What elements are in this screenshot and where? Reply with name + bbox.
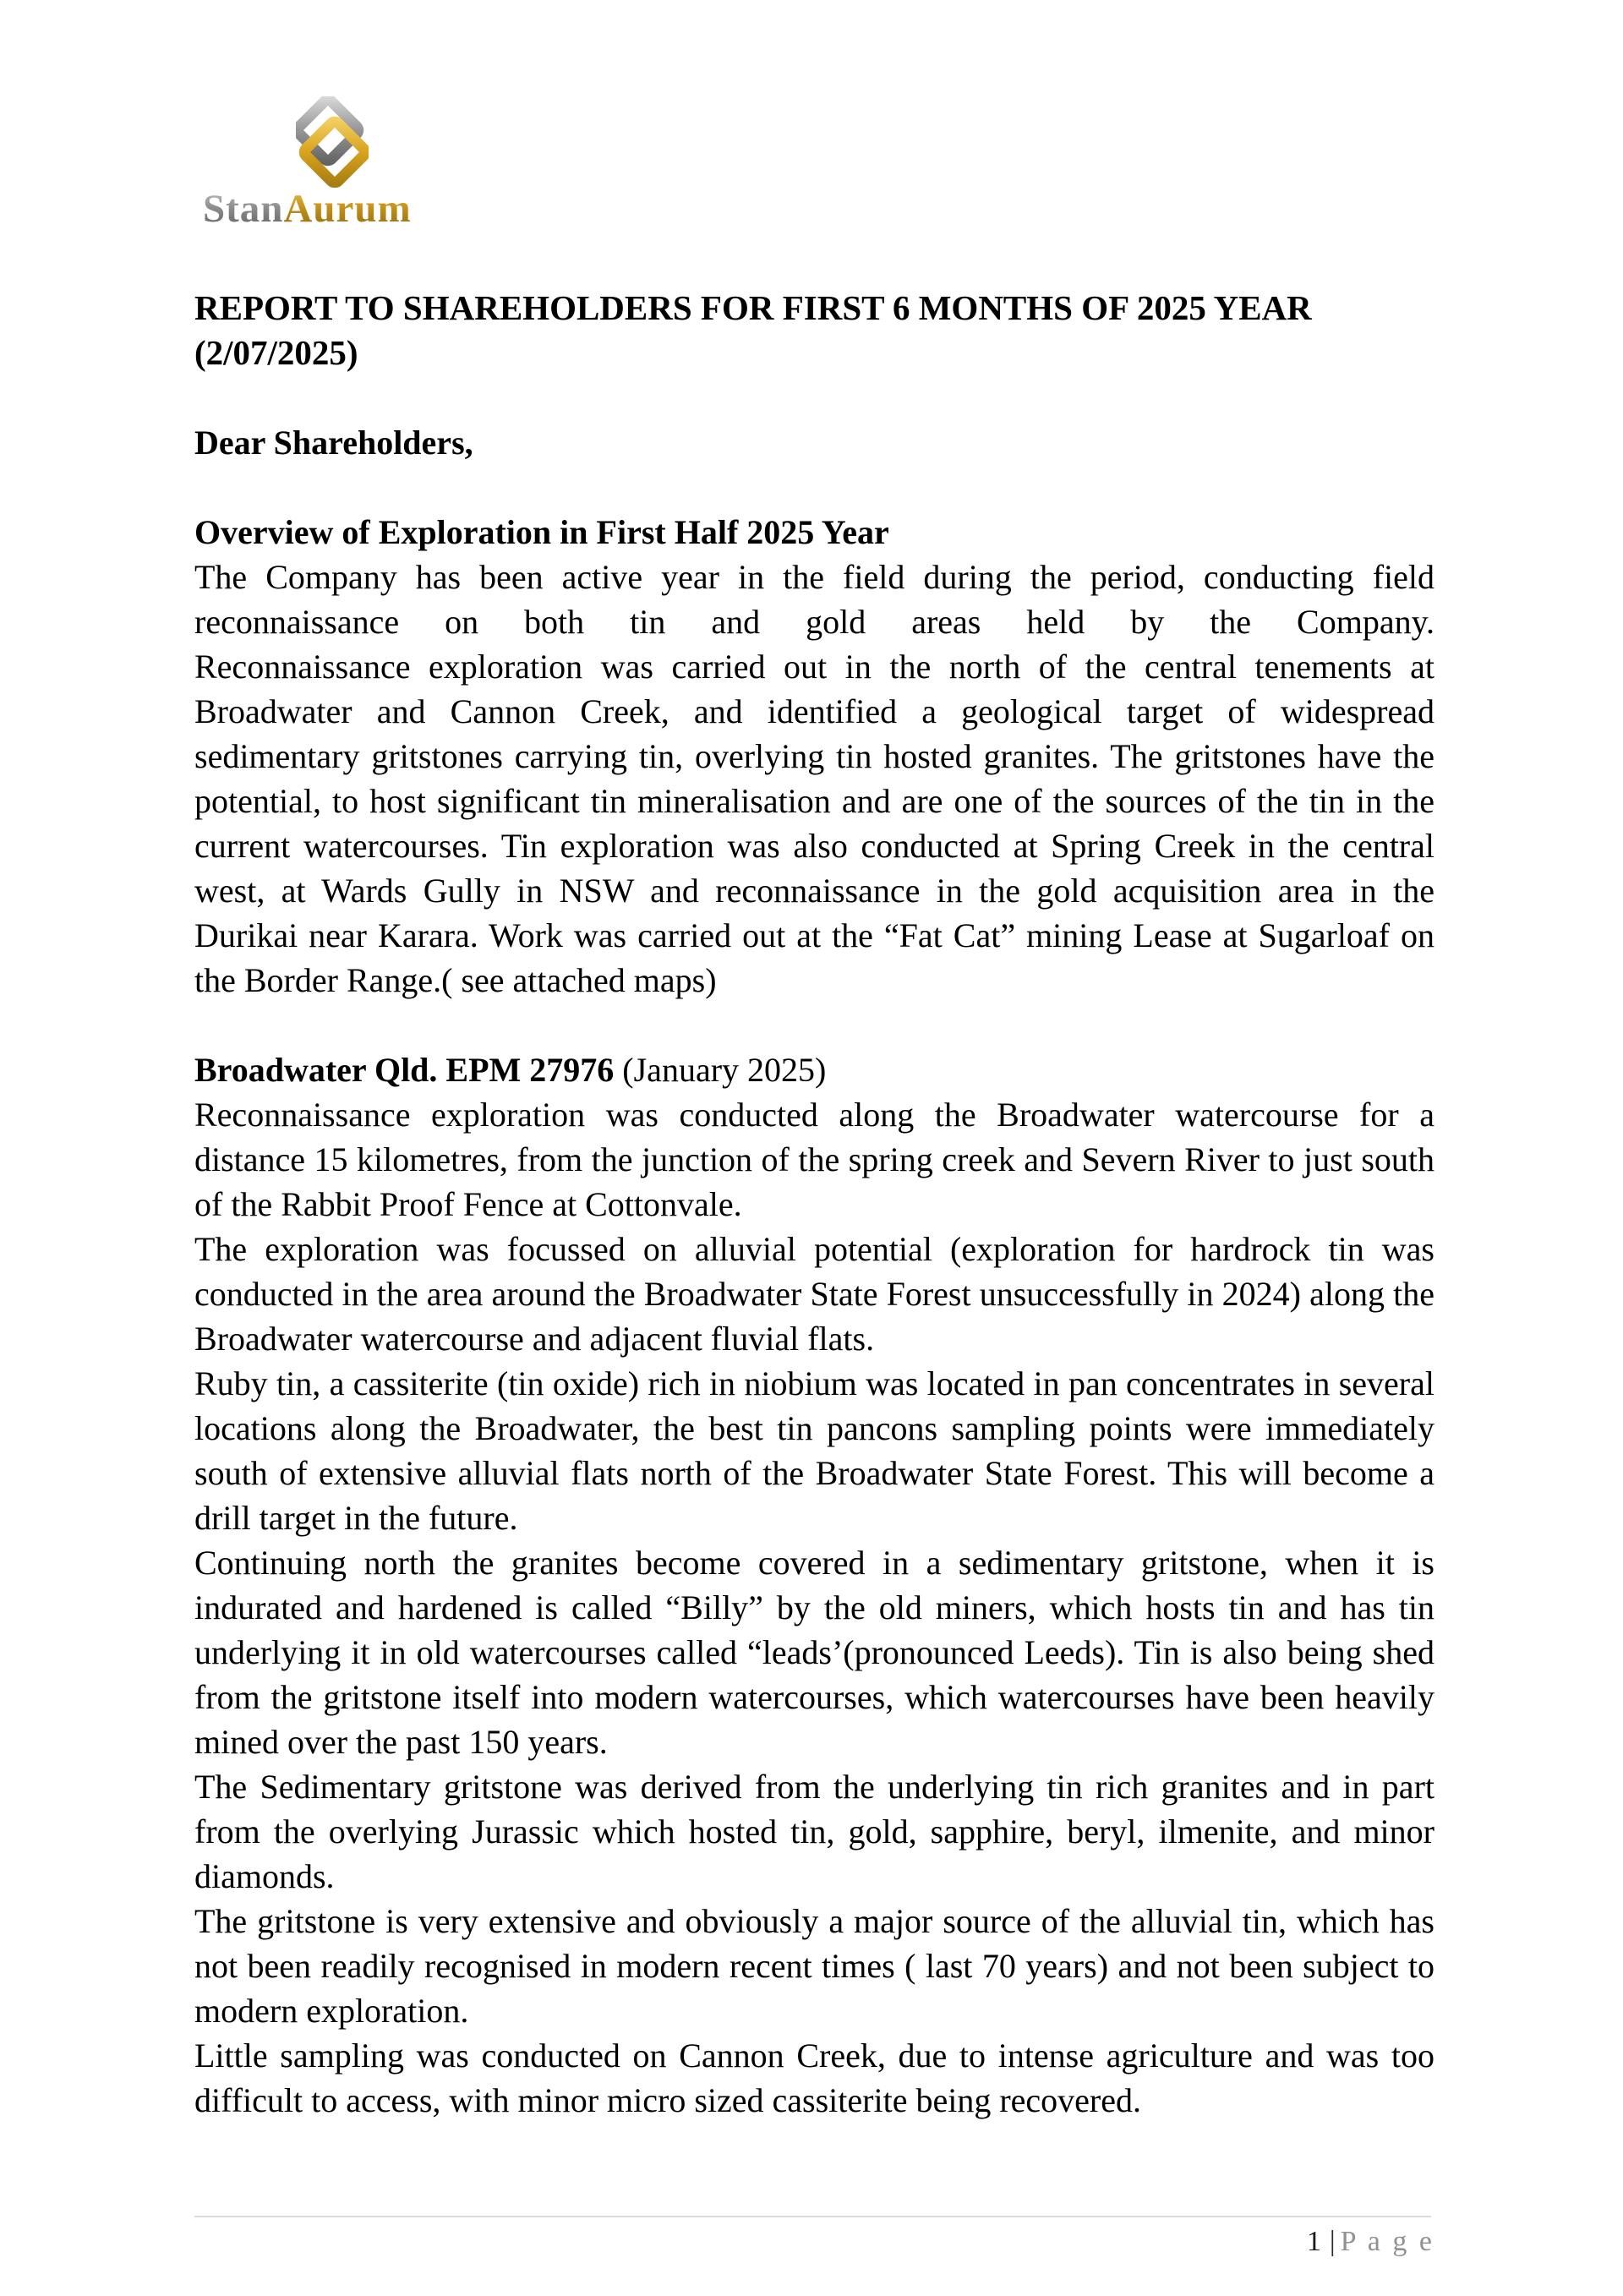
broadwater-paragraph-5: The Sedimentary gritstone was derived from the underlying tin rich granites and in part from the overlying Jurassic which hosted tin, gold, sapphire, beryl, ilmenite, and minor diamonds. [194, 1768, 1434, 1895]
brand-stan: Stan [203, 187, 284, 231]
broadwater-paragraph-1: Reconnaissance exploration was conducted along the Broadwater watercourse for a distance 15 kilometres, from the junction of the spring creek and Severn River to just south of the Rabbit Proof Fence at Cottonvale. [194, 1096, 1434, 1223]
report-title: REPORT TO SHAREHOLDERS FOR FIRST 6 MONTHS OF 2025 YEAR (2/07/2025) [194, 288, 1312, 372]
overview-paragraph-a: The Company has been active year in the field during the period, conducting field reconnaissance on both tin and gold areas held by the Company. [194, 558, 1434, 641]
salutation: Dear Shareholders, [194, 424, 473, 462]
spacer [194, 465, 1434, 510]
section-heading-broadwater [194, 1047, 1434, 1092]
stanaurum-logo [203, 95, 490, 234]
footer-page-label: P a g e [1340, 2226, 1434, 2257]
interlocked-diamonds-icon [296, 96, 369, 188]
footer-page-number: 1 [1306, 2226, 1321, 2257]
brand-aurum: Aurum [283, 187, 412, 231]
footer-divider [194, 2216, 1431, 2217]
broadwater-paragraph-2: The exploration was focussed on alluvial potential (exploration for hardrock tin was conducted in the area around the Broadwater State Forest unsuccessfully in 2024) along the Broadwater watercourse and adjacent fluvial flats. [194, 1230, 1434, 1358]
broadwater-paragraph-3: Ruby tin, a cassiterite (tin oxide) rich in niobium was located in pan concentrates in several locations along the Broadwater, the best tin pancons sampling points were immediately south of extensive alluvial flats north of the Broadwater State Forest. This will become a drill target in the future. [194, 1364, 1434, 1537]
broadwater-paragraph-7: Little sampling was conducted on Cannon Creek, due to intense agriculture and was too difficult to access, with minor micro sized cassiterite being recovered. [194, 2036, 1434, 2119]
footer-separator: | [1329, 2226, 1336, 2257]
overview-paragraph-b: Reconnaissance exploration was carried out in the north of the central tenements at Broadwater and Cannon Creek, and identified a geological target of widespread sedimentary gritstones carrying tin, overlying tin hosted granites. The gritstones have the potential, to host significant tin mineralisation and are one of the sources of the tin in the current watercourses. Tin exploration was also conducted at Spring Creek in the central west, at Wards Gully in NSW and reconnaissance in the gold acquisition area in the Durikai near Karara. Work was carried out at the “Fat Cat” mining Lease at Sugarloaf on the Border Range.( see attached maps) [194, 648, 1434, 999]
document-body [194, 286, 1434, 2123]
section-heading-overview: Overview of Exploration in First Half 2025 Year [194, 513, 889, 551]
spacer [194, 1003, 1434, 1047]
broadwater-heading-date: (January 2025) [614, 1051, 827, 1089]
broadwater-heading-title: Broadwater Qld. EPM 27976 [194, 1051, 615, 1089]
broadwater-paragraph-6: The gritstone is very extensive and obviously a major source of the alluvial tin, which has not been readily recognised in modern recent times ( last 70 years) and not been subject to modern exploration. [194, 1902, 1434, 2030]
broadwater-paragraph-4: Continuing north the granites become covered in a sedimentary gritstone, when it is indurated and hardened is called “Billy” by the old miners, which hosts tin and has tin underlying it in old watercourses called “leads’(pronounced Leeds). Tin is also being shed from the gritstone itself into modern watercourses, which watercourses have been heavily mined over the past 150 years. [194, 1544, 1434, 1761]
footer-page-indicator [1307, 2226, 1434, 2258]
spacer [194, 375, 1434, 420]
logo-wordmark [203, 186, 412, 232]
